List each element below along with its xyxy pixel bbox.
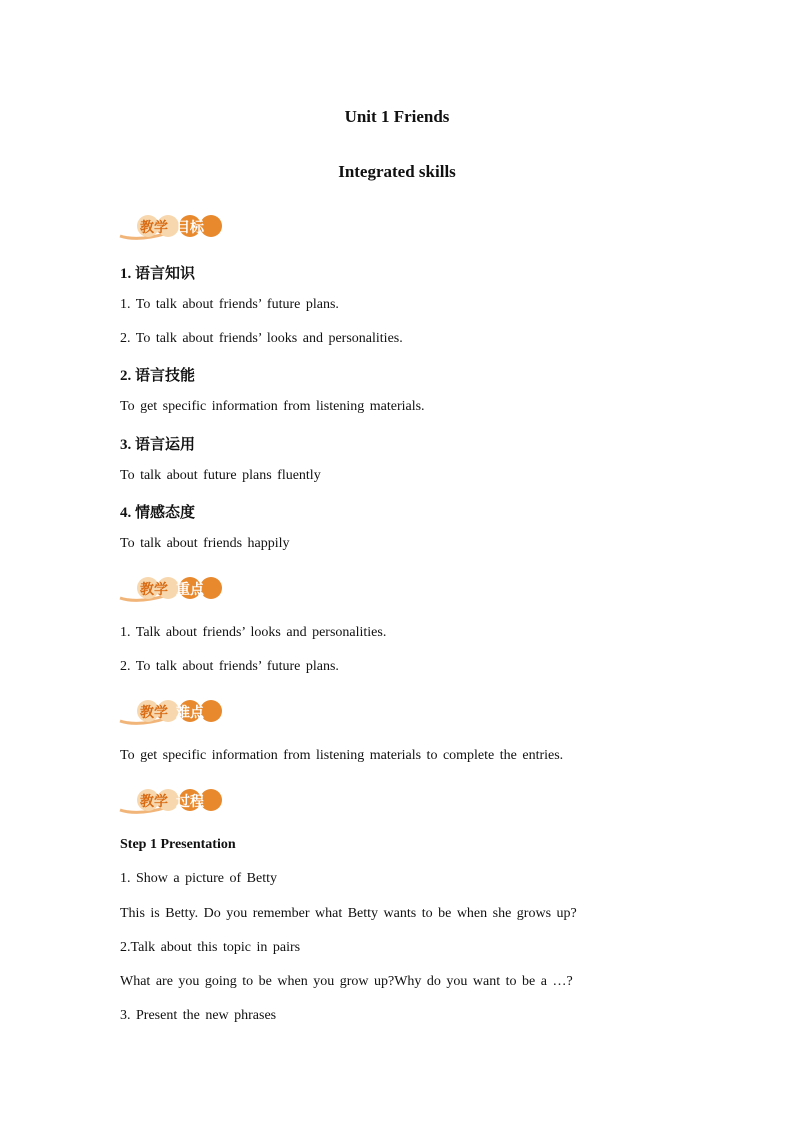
objective-heading-3: 3. 语言运用 <box>120 437 196 453</box>
page-title: Unit 1 Friends <box>344 107 450 126</box>
objective-line: 1. To talk about friends’ future plans. <box>120 297 339 312</box>
badge-label-second: 过程 <box>176 794 204 810</box>
badge-label-second: 重点 <box>176 582 204 598</box>
process-line: 2.Talk about this topic in pairs <box>120 940 301 955</box>
process-line: 1. Show a picture of Betty <box>120 871 277 886</box>
process-line: What are you going to be when you grow up?Why do you want to be a …? <box>120 974 573 989</box>
section-badge-difficulty <box>118 697 228 727</box>
objective-heading-2: 2. 语言技能 <box>120 368 196 384</box>
objective-line: 2. To talk about friends’ looks and personalities. <box>120 331 403 346</box>
step-heading: Step 1 Presentation <box>120 837 236 852</box>
badge-label-first: 教学 <box>140 794 168 810</box>
process-line: 3. Present the new phrases <box>120 1008 277 1023</box>
badge-label-first: 教学 <box>140 220 168 236</box>
badge-label-second: 难点 <box>176 705 204 721</box>
objective-line: To get specific information from listening materials. <box>120 399 425 414</box>
section-badge-key-points <box>118 574 228 604</box>
objective-heading-4: 4. 情感态度 <box>120 505 196 521</box>
key-point-line: 1. Talk about friends’ looks and personalities. <box>120 625 387 640</box>
section-badge-objectives <box>118 212 228 242</box>
section-badge-process <box>118 786 228 816</box>
objective-line: To talk about friends happily <box>120 536 290 551</box>
page-subtitle: Integrated skills <box>338 162 456 181</box>
objective-line: To talk about future plans fluently <box>120 468 321 483</box>
key-point-line: 2. To talk about friends’ future plans. <box>120 659 339 674</box>
badge-label-first: 教学 <box>140 705 168 721</box>
badge-label-second: 目标 <box>176 220 204 236</box>
objective-heading-1: 1. 语言知识 <box>120 266 196 282</box>
difficulty-line: To get specific information from listening materials to complete the entries. <box>120 748 564 763</box>
badge-label-first: 教学 <box>140 582 168 598</box>
process-line: This is Betty. Do you remember what Betty wants to be when she grows up? <box>120 906 577 921</box>
